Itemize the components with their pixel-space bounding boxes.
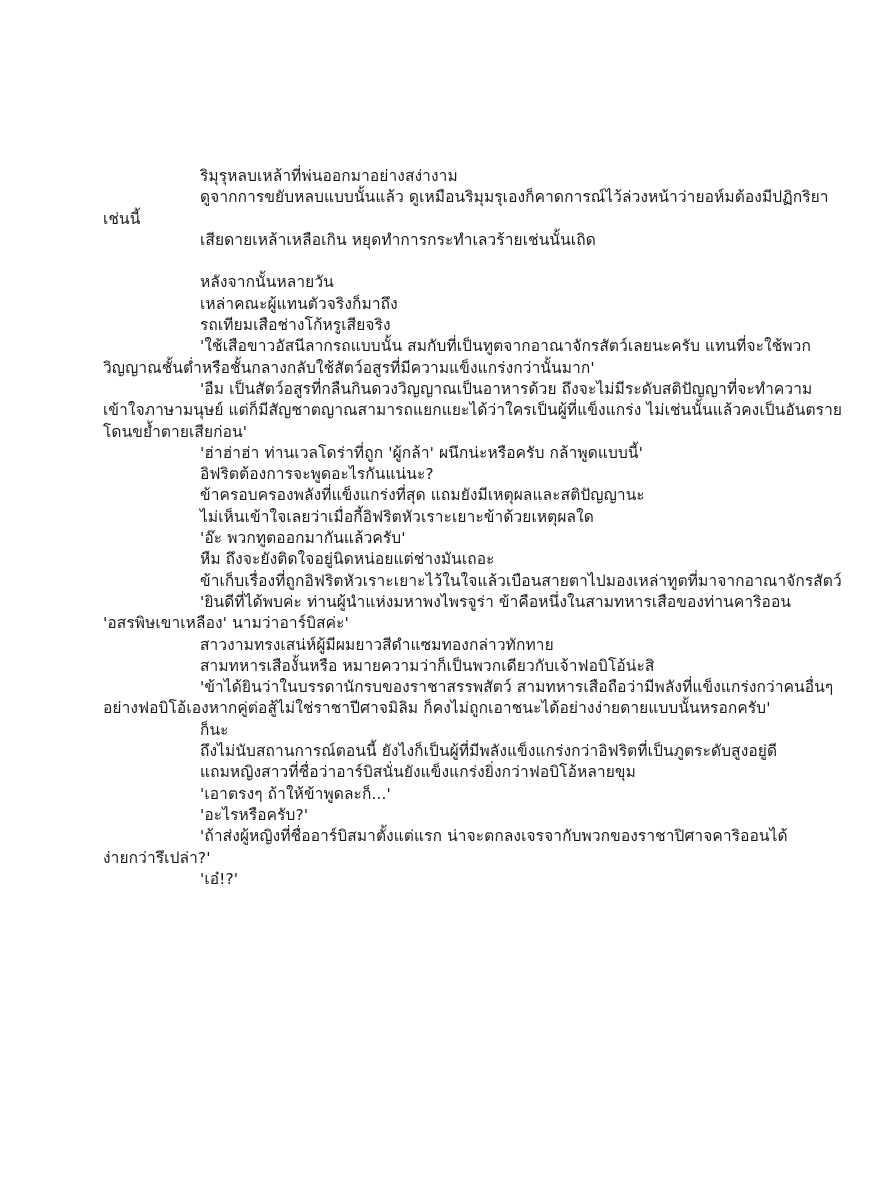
text-line: 'เอาตรงๆ ถ้าให้ข้าพูดละก็...' <box>200 784 391 803</box>
text-line: รถเทียมเสือช่างโก้หรูเสียจริง <box>200 316 391 335</box>
text-line: เข้าใจภาษามนุษย์ แต่ก็มีสัญชาตญาณสามารถแยกแยะได้ว่าใครเป็นผู้ที่แข็งแกร่ง ไม่เช่นนั้นแล้วคงเป็นอันตราย <box>103 401 843 420</box>
text-line: สามทหารเสืองั้นหรือ หมายความว่าก็เป็นพวกเดียวกับเจ้าฟอบิโอ้น่ะสิ <box>200 656 655 675</box>
text-line: เช่นนี้ <box>103 209 141 228</box>
text-line: เหล่าคณะผู้แทนตัวจริงก็มาถึง <box>200 294 398 313</box>
text-line: 'ข้าได้ยินว่าในบรรดานักรบของราชาสรรพสัตว์ สามทหารเสือถือว่ามีพลังที่แข็งแกร่งกว่าคนอื่นๆ <box>200 678 834 697</box>
text-line: ดูจากการขยับหลบแบบนั้นแล้ว ดูเหมือนริมุมรุเองก็คาดการณ์ไว้ล่วงหน้าว่ายอห์มต้องมีปฏิกริยา <box>200 188 829 207</box>
text-line: 'อะไรหรือครับ?' <box>200 805 309 824</box>
text-line: ข้าครอบครองพลังที่แข็งแกร่งที่สุด แถมยังมีเหตุผลและสติปัญญานะ <box>200 486 645 505</box>
text-line: 'ฮ่าฮ่าฮ่า ท่านเวลโดร่าที่ถูก 'ผู้กล้า' ผนึกน่ะหรือครับ กล้าพูดแบบนี้' <box>200 443 643 462</box>
text-line: แถมหญิงสาวที่ชื่อว่าอาร์บิสนั่นยังแข็งแกร่งยิ่งกว่าฟอบิโอ้หลายขุม <box>200 763 636 782</box>
text-line: โดนขย้ำตายเสียก่อน' <box>103 422 248 441</box>
text-line: อย่างฟอบิโอ้เองหากคู่ต่อสู้ไม่ใช่ราชาปีศาจมิลิม ก็คงไม่ถูกเอาชนะได้อย่างง่ายดายแบบนั้นหรอกครับ' <box>103 699 771 718</box>
text-line: หลังจากนั้นหลายวัน <box>200 273 334 292</box>
text-line: 'เอ๋!?' <box>200 869 239 888</box>
text-line: ข้าเก็บเรื่องที่ถูกอิฟริตหัวเราะเยาะไว้ในใจแล้วเบือนสายตาไปมองเหล่าทูตที่มาจากอาณาจักรสัตว์ <box>200 571 842 590</box>
text-line: ริมุรุหลบเหล้าที่พ่นออกมาอย่างสง่างาม <box>200 167 458 185</box>
text-line: ง่ายกว่ารึเปล่า?' <box>103 848 211 867</box>
text-line: หืม ถึงจะยังติดใจอยู่นิดหน่อยแต่ช่างมันเถอะ <box>200 550 495 569</box>
text-line: 'อืม เป็นสัตว์อสูรที่กลืนกินดวงวิญญาณเป็นอาหารด้วย ถึงจะไม่มีระดับสติปัญญาที่จะทำความ <box>200 379 813 398</box>
blank-line <box>103 251 788 272</box>
page-text <box>103 166 843 890</box>
text-line: 'อสรพิษเขาเหลือง' นามว่าอาร์บิสค่ะ' <box>103 614 349 633</box>
text-line: 'อ๊ะ พวกทูตออกมากันแล้วครับ' <box>200 529 406 548</box>
text-line: ถึงไม่นับสถานการณ์ตอนนี้ ยังไงก็เป็นผู้ที่มีพลังแข็งแกร่งกว่าอิฟริตที่เป็นภูตระดับสูงอยู่ดี <box>200 742 778 761</box>
text-line: 'ถ้าส่งผู้หญิงที่ชื่ออาร์บิสมาตั้งแต่แรก น่าจะตกลงเจรจากับพวกของราชาปิศาจคาริออนได้ <box>200 827 788 846</box>
text-line: เสียดายเหล้าเหลือเกิน หยุดทำการกระทำเลวร้ายเช่นนั้นเถิด <box>200 230 596 249</box>
text-line: ไม่เห็นเข้าใจเลยว่าเมื่อกี้อิฟริตหัวเราะเยาะข้าด้วยเหตุผลใด <box>200 507 594 526</box>
text-line: ก็นะ <box>200 720 229 739</box>
text-line: 'ใช้เสือขาวอัสนีลากรถแบบนั้น สมกับที่เป็นทูตจากอาณาจักรสัตว์เลยนะครับ แทนที่จะใช้พวก <box>200 337 811 356</box>
text-line: วิญญาณชั้นต่ำหรือชั้นกลางกลับใช้สัตว์อสูรที่มีความแข็งแกร่งกว่านั้นมาก' <box>103 358 595 377</box>
text-line: 'ยินดีที่ได้พบค่ะ ท่านผู้นำแห่งมหาพงไพรจูร่า ข้าคือหนึ่งในสามทหารเสือของท่านคาริออน <box>200 592 792 611</box>
text-line: อิฟริตต้องการจะพูดอะไรกันแน่นะ? <box>200 465 434 484</box>
text-line: สาวงามทรงเสน่ห์ผู้มีผมยาวสีดำแซมทองกล่าวทักทาย <box>200 635 554 654</box>
